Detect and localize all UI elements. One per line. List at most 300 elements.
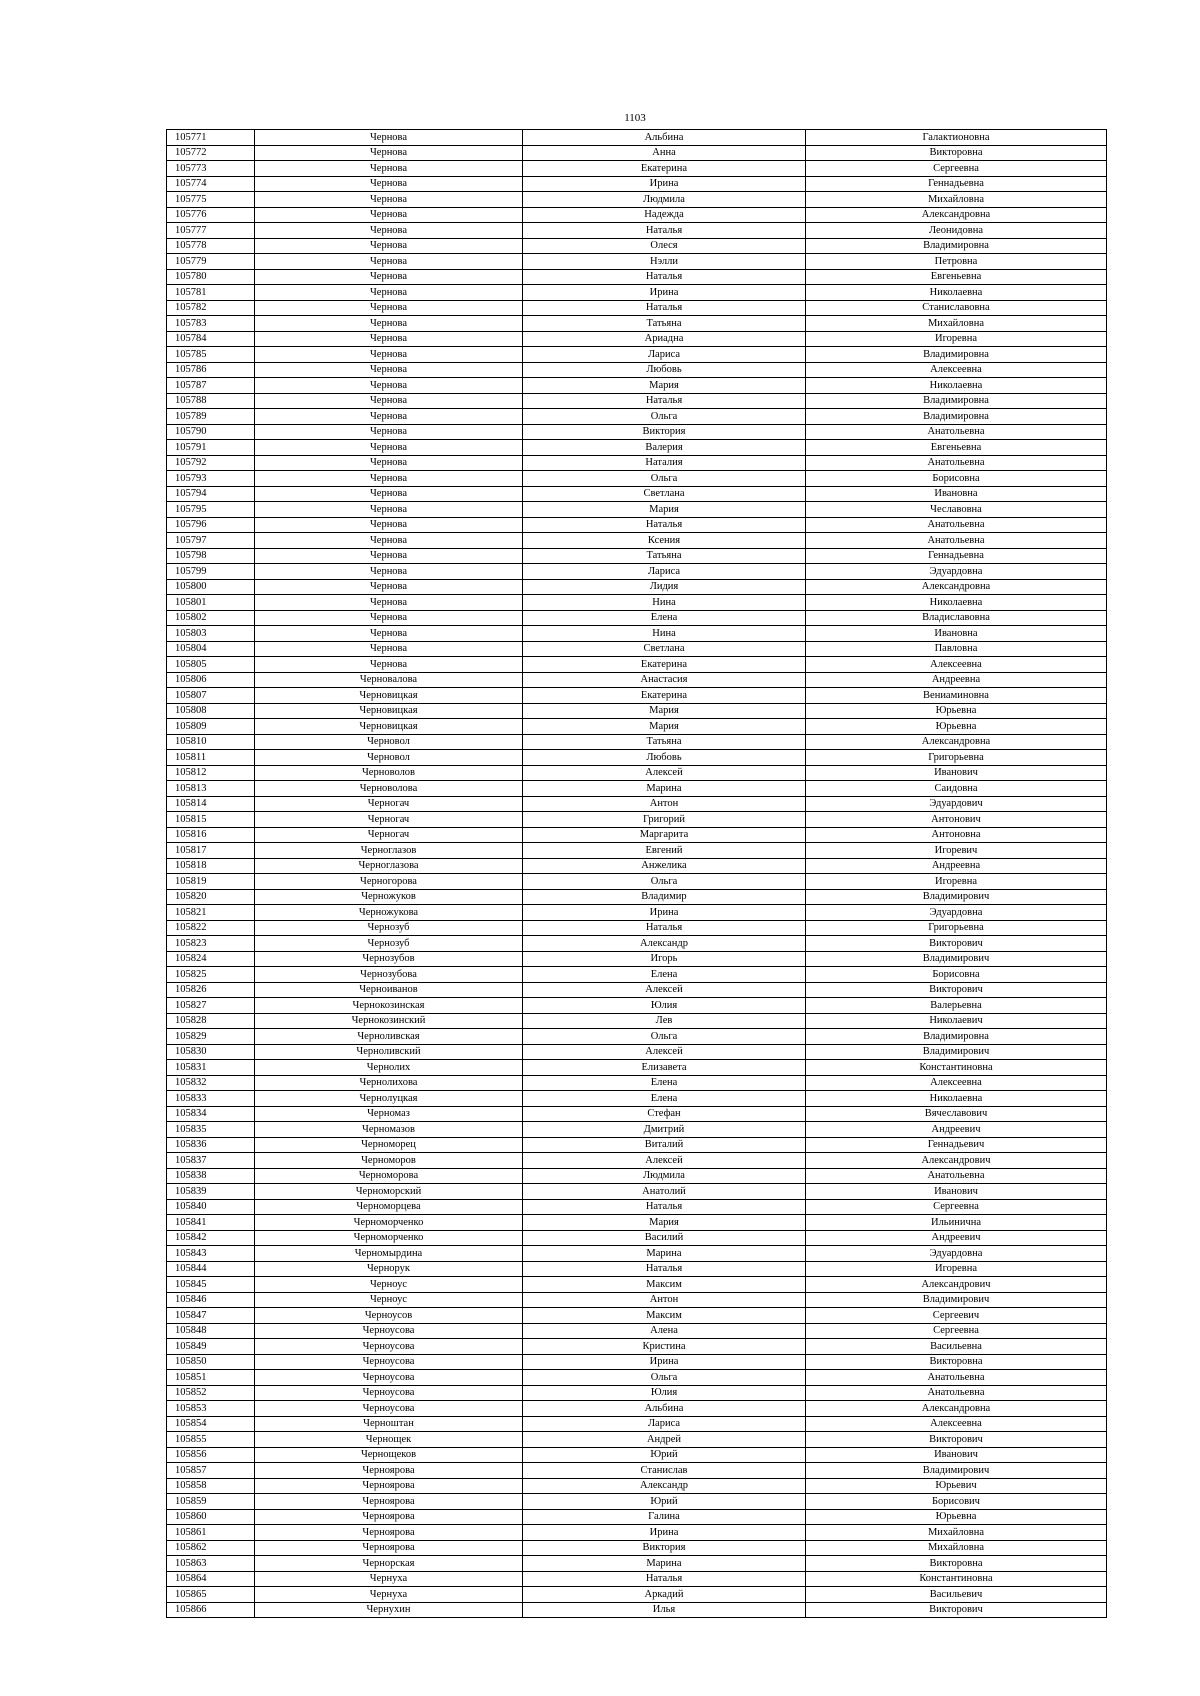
last-name-cell: Черновицкая xyxy=(255,688,523,704)
table-row xyxy=(167,471,1107,487)
table-row xyxy=(167,1323,1107,1339)
last-name-cell: Черноус xyxy=(255,1292,523,1308)
first-name-cell: Мария xyxy=(523,1215,806,1231)
first-name-cell: Мария xyxy=(523,378,806,394)
patronymic-cell: Станиславовна xyxy=(806,300,1107,316)
row-number-cell: 105846 xyxy=(167,1292,255,1308)
table-row xyxy=(167,595,1107,611)
row-number-cell: 105828 xyxy=(167,1013,255,1029)
last-name-cell: Черноусова xyxy=(255,1370,523,1386)
row-number-cell: 105804 xyxy=(167,641,255,657)
row-number-cell: 105854 xyxy=(167,1416,255,1432)
first-name-cell: Алена xyxy=(523,1323,806,1339)
patronymic-cell: Вячеславович xyxy=(806,1106,1107,1122)
row-number-cell: 105782 xyxy=(167,300,255,316)
row-number-cell: 105800 xyxy=(167,579,255,595)
table-row xyxy=(167,1370,1107,1386)
first-name-cell: Игорь xyxy=(523,951,806,967)
table-row xyxy=(167,207,1107,223)
row-number-cell: 105850 xyxy=(167,1354,255,1370)
patronymic-cell: Анатольевна xyxy=(806,1168,1107,1184)
names-table xyxy=(166,129,1107,1618)
table-row xyxy=(167,579,1107,595)
row-number-cell: 105814 xyxy=(167,796,255,812)
first-name-cell: Светлана xyxy=(523,641,806,657)
table-row xyxy=(167,1587,1107,1603)
last-name-cell: Черноморец xyxy=(255,1137,523,1153)
row-number-cell: 105860 xyxy=(167,1509,255,1525)
last-name-cell: Чернова xyxy=(255,424,523,440)
first-name-cell: Мария xyxy=(523,719,806,735)
table-row xyxy=(167,455,1107,471)
row-number-cell: 105803 xyxy=(167,626,255,642)
row-number-cell: 105853 xyxy=(167,1401,255,1417)
row-number-cell: 105856 xyxy=(167,1447,255,1463)
patronymic-cell: Михайловна xyxy=(806,316,1107,332)
patronymic-cell: Александрович xyxy=(806,1153,1107,1169)
table-row xyxy=(167,951,1107,967)
last-name-cell: Черноярова xyxy=(255,1463,523,1479)
patronymic-cell: Сергеевич xyxy=(806,1308,1107,1324)
page-number: 1103 xyxy=(624,112,646,124)
last-name-cell: Чернова xyxy=(255,548,523,564)
table-row xyxy=(167,1432,1107,1448)
row-number-cell: 105865 xyxy=(167,1587,255,1603)
first-name-cell: Владимир xyxy=(523,889,806,905)
patronymic-cell: Геннадьевна xyxy=(806,176,1107,192)
last-name-cell: Чернова xyxy=(255,455,523,471)
last-name-cell: Черновол xyxy=(255,734,523,750)
last-name-cell: Черноярова xyxy=(255,1509,523,1525)
row-number-cell: 105839 xyxy=(167,1184,255,1200)
last-name-cell: Черноливский xyxy=(255,1044,523,1060)
table-row xyxy=(167,254,1107,270)
patronymic-cell: Геннадьевна xyxy=(806,548,1107,564)
table-row xyxy=(167,982,1107,998)
first-name-cell: Наталья xyxy=(523,920,806,936)
row-number-cell: 105813 xyxy=(167,781,255,797)
last-name-cell: Чернуха xyxy=(255,1571,523,1587)
patronymic-cell: Николаевна xyxy=(806,285,1107,301)
first-name-cell: Лариса xyxy=(523,564,806,580)
last-name-cell: Чернова xyxy=(255,347,523,363)
table-row xyxy=(167,533,1107,549)
patronymic-cell: Владимировна xyxy=(806,347,1107,363)
patronymic-cell: Викторович xyxy=(806,1432,1107,1448)
table-row xyxy=(167,1122,1107,1138)
patronymic-cell: Эдуардовна xyxy=(806,905,1107,921)
row-number-cell: 105809 xyxy=(167,719,255,735)
last-name-cell: Черножукова xyxy=(255,905,523,921)
last-name-cell: Черноморский xyxy=(255,1184,523,1200)
row-number-cell: 105787 xyxy=(167,378,255,394)
first-name-cell: Елена xyxy=(523,967,806,983)
first-name-cell: Григорий xyxy=(523,812,806,828)
table-row xyxy=(167,1029,1107,1045)
first-name-cell: Антон xyxy=(523,796,806,812)
table-row xyxy=(167,920,1107,936)
first-name-cell: Ольга xyxy=(523,471,806,487)
table-row xyxy=(167,1556,1107,1572)
row-number-cell: 105777 xyxy=(167,223,255,239)
table-row xyxy=(167,688,1107,704)
first-name-cell: Анастасия xyxy=(523,672,806,688)
last-name-cell: Черноусова xyxy=(255,1354,523,1370)
table-row xyxy=(167,657,1107,673)
patronymic-cell: Владимировна xyxy=(806,238,1107,254)
last-name-cell: Чернова xyxy=(255,579,523,595)
patronymic-cell: Антоновна xyxy=(806,827,1107,843)
table-row xyxy=(167,440,1107,456)
first-name-cell: Станислав xyxy=(523,1463,806,1479)
table-row xyxy=(167,1199,1107,1215)
last-name-cell: Черноярова xyxy=(255,1540,523,1556)
row-number-cell: 105780 xyxy=(167,269,255,285)
row-number-cell: 105775 xyxy=(167,192,255,208)
patronymic-cell: Анатольевна xyxy=(806,1370,1107,1386)
last-name-cell: Черноусова xyxy=(255,1401,523,1417)
row-number-cell: 105818 xyxy=(167,858,255,874)
row-number-cell: 105851 xyxy=(167,1370,255,1386)
first-name-cell: Лидия xyxy=(523,579,806,595)
first-name-cell: Ирина xyxy=(523,1525,806,1541)
table-row xyxy=(167,316,1107,332)
row-number-cell: 105822 xyxy=(167,920,255,936)
row-number-cell: 105798 xyxy=(167,548,255,564)
row-number-cell: 105863 xyxy=(167,1556,255,1572)
row-number-cell: 105820 xyxy=(167,889,255,905)
patronymic-cell: Чеславовна xyxy=(806,502,1107,518)
patronymic-cell: Игоревна xyxy=(806,874,1107,890)
first-name-cell: Людмила xyxy=(523,192,806,208)
first-name-cell: Василий xyxy=(523,1230,806,1246)
last-name-cell: Черноглазов xyxy=(255,843,523,859)
table-row xyxy=(167,1540,1107,1556)
first-name-cell: Анна xyxy=(523,145,806,161)
row-number-cell: 105843 xyxy=(167,1246,255,1262)
patronymic-cell: Андреевна xyxy=(806,672,1107,688)
row-number-cell: 105796 xyxy=(167,517,255,533)
table-row xyxy=(167,1153,1107,1169)
first-name-cell: Ариадна xyxy=(523,331,806,347)
patronymic-cell: Игоревна xyxy=(806,331,1107,347)
last-name-cell: Чернолихова xyxy=(255,1075,523,1091)
row-number-cell: 105801 xyxy=(167,595,255,611)
patronymic-cell: Анатольевна xyxy=(806,1385,1107,1401)
first-name-cell: Галина xyxy=(523,1509,806,1525)
patronymic-cell: Борисовна xyxy=(806,471,1107,487)
row-number-cell: 105832 xyxy=(167,1075,255,1091)
row-number-cell: 105789 xyxy=(167,409,255,425)
last-name-cell: Чернолуцкая xyxy=(255,1091,523,1107)
table-row xyxy=(167,1509,1107,1525)
table-row xyxy=(167,1354,1107,1370)
table-row xyxy=(167,424,1107,440)
patronymic-cell: Григорьевна xyxy=(806,920,1107,936)
patronymic-cell: Александровна xyxy=(806,1401,1107,1417)
patronymic-cell: Владимировна xyxy=(806,393,1107,409)
table-row xyxy=(167,1292,1107,1308)
patronymic-cell: Эдуардовна xyxy=(806,1246,1107,1262)
patronymic-cell: Игоревич xyxy=(806,843,1107,859)
last-name-cell: Чернова xyxy=(255,440,523,456)
first-name-cell: Стефан xyxy=(523,1106,806,1122)
first-name-cell: Валерия xyxy=(523,440,806,456)
first-name-cell: Анатолий xyxy=(523,1184,806,1200)
patronymic-cell: Викторовна xyxy=(806,1556,1107,1572)
last-name-cell: Чернова xyxy=(255,300,523,316)
first-name-cell: Дмитрий xyxy=(523,1122,806,1138)
last-name-cell: Чернова xyxy=(255,517,523,533)
patronymic-cell: Юрьевна xyxy=(806,1509,1107,1525)
row-number-cell: 105771 xyxy=(167,130,255,146)
last-name-cell: Чернова xyxy=(255,362,523,378)
patronymic-cell: Николаевна xyxy=(806,595,1107,611)
table-row xyxy=(167,1184,1107,1200)
table-row xyxy=(167,1525,1107,1541)
patronymic-cell: Владимировна xyxy=(806,1029,1107,1045)
patronymic-cell: Иванович xyxy=(806,1184,1107,1200)
last-name-cell: Черноярова xyxy=(255,1494,523,1510)
table-row xyxy=(167,378,1107,394)
row-number-cell: 105829 xyxy=(167,1029,255,1045)
first-name-cell: Юрий xyxy=(523,1447,806,1463)
patronymic-cell: Юрьевна xyxy=(806,703,1107,719)
table-row xyxy=(167,936,1107,952)
last-name-cell: Чернова xyxy=(255,595,523,611)
last-name-cell: Черноливская xyxy=(255,1029,523,1045)
table-row xyxy=(167,269,1107,285)
last-name-cell: Черноярова xyxy=(255,1478,523,1494)
row-number-cell: 105785 xyxy=(167,347,255,363)
last-name-cell: Черноволов xyxy=(255,765,523,781)
first-name-cell: Ольга xyxy=(523,1370,806,1386)
last-name-cell: Черномаз xyxy=(255,1106,523,1122)
first-name-cell: Нэлли xyxy=(523,254,806,270)
last-name-cell: Чернова xyxy=(255,533,523,549)
patronymic-cell: Павловна xyxy=(806,641,1107,657)
patronymic-cell: Владиславовна xyxy=(806,610,1107,626)
table-row xyxy=(167,1060,1107,1076)
first-name-cell: Наталья xyxy=(523,1571,806,1587)
patronymic-cell: Алексеевна xyxy=(806,362,1107,378)
row-number-cell: 105849 xyxy=(167,1339,255,1355)
table-row xyxy=(167,1246,1107,1262)
row-number-cell: 105783 xyxy=(167,316,255,332)
row-number-cell: 105855 xyxy=(167,1432,255,1448)
last-name-cell: Чернозуб xyxy=(255,936,523,952)
patronymic-cell: Игоревна xyxy=(806,1261,1107,1277)
table-row xyxy=(167,1571,1107,1587)
patronymic-cell: Анатольевна xyxy=(806,455,1107,471)
row-number-cell: 105836 xyxy=(167,1137,255,1153)
patronymic-cell: Ильинична xyxy=(806,1215,1107,1231)
row-number-cell: 105776 xyxy=(167,207,255,223)
table-row xyxy=(167,1261,1107,1277)
patronymic-cell: Вениаминовна xyxy=(806,688,1107,704)
last-name-cell: Черноусова xyxy=(255,1323,523,1339)
last-name-cell: Черноморченко xyxy=(255,1230,523,1246)
row-number-cell: 105834 xyxy=(167,1106,255,1122)
row-number-cell: 105858 xyxy=(167,1478,255,1494)
table-row xyxy=(167,1013,1107,1029)
first-name-cell: Андрей xyxy=(523,1432,806,1448)
last-name-cell: Черногач xyxy=(255,796,523,812)
patronymic-cell: Анатольевна xyxy=(806,517,1107,533)
row-number-cell: 105774 xyxy=(167,176,255,192)
last-name-cell: Чернухин xyxy=(255,1602,523,1618)
first-name-cell: Лариса xyxy=(523,347,806,363)
last-name-cell: Чернощек xyxy=(255,1432,523,1448)
patronymic-cell: Владимирович xyxy=(806,889,1107,905)
last-name-cell: Чернова xyxy=(255,161,523,177)
row-number-cell: 105786 xyxy=(167,362,255,378)
last-name-cell: Чернолих xyxy=(255,1060,523,1076)
first-name-cell: Максим xyxy=(523,1308,806,1324)
table-row xyxy=(167,843,1107,859)
last-name-cell: Чернова xyxy=(255,564,523,580)
last-name-cell: Чернокозинская xyxy=(255,998,523,1014)
patronymic-cell: Юрьевич xyxy=(806,1478,1107,1494)
last-name-cell: Чернова xyxy=(255,378,523,394)
row-number-cell: 105794 xyxy=(167,486,255,502)
last-name-cell: Черновалова xyxy=(255,672,523,688)
table-row xyxy=(167,502,1107,518)
last-name-cell: Чернощеков xyxy=(255,1447,523,1463)
patronymic-cell: Анатольевна xyxy=(806,533,1107,549)
table-row xyxy=(167,1215,1107,1231)
patronymic-cell: Саидовна xyxy=(806,781,1107,797)
row-number-cell: 105859 xyxy=(167,1494,255,1510)
table-row xyxy=(167,641,1107,657)
patronymic-cell: Юрьевна xyxy=(806,719,1107,735)
first-name-cell: Наталья xyxy=(523,269,806,285)
table-row xyxy=(167,781,1107,797)
patronymic-cell: Эдуардовна xyxy=(806,564,1107,580)
table-row xyxy=(167,1416,1107,1432)
table-row xyxy=(167,176,1107,192)
table-row xyxy=(167,967,1107,983)
first-name-cell: Ольга xyxy=(523,874,806,890)
last-name-cell: Чернова xyxy=(255,610,523,626)
patronymic-cell: Петровна xyxy=(806,254,1107,270)
patronymic-cell: Борисовна xyxy=(806,967,1107,983)
patronymic-cell: Евгеньевна xyxy=(806,269,1107,285)
row-number-cell: 105797 xyxy=(167,533,255,549)
last-name-cell: Черногорова xyxy=(255,874,523,890)
table-row xyxy=(167,1075,1107,1091)
patronymic-cell: Геннадьевич xyxy=(806,1137,1107,1153)
patronymic-cell: Викторовна xyxy=(806,1354,1107,1370)
first-name-cell: Наталья xyxy=(523,517,806,533)
first-name-cell: Екатерина xyxy=(523,657,806,673)
first-name-cell: Виктория xyxy=(523,1540,806,1556)
row-number-cell: 105781 xyxy=(167,285,255,301)
last-name-cell: Черномазов xyxy=(255,1122,523,1138)
last-name-cell: Чернова xyxy=(255,486,523,502)
patronymic-cell: Галактионовна xyxy=(806,130,1107,146)
row-number-cell: 105792 xyxy=(167,455,255,471)
first-name-cell: Алексей xyxy=(523,765,806,781)
patronymic-cell: Алексеевна xyxy=(806,1416,1107,1432)
row-number-cell: 105799 xyxy=(167,564,255,580)
first-name-cell: Алексей xyxy=(523,982,806,998)
row-number-cell: 105784 xyxy=(167,331,255,347)
last-name-cell: Чернозубова xyxy=(255,967,523,983)
first-name-cell: Евгений xyxy=(523,843,806,859)
last-name-cell: Чернозуб xyxy=(255,920,523,936)
table-row xyxy=(167,486,1107,502)
last-name-cell: Черногач xyxy=(255,812,523,828)
patronymic-cell: Ивановна xyxy=(806,486,1107,502)
first-name-cell: Виктория xyxy=(523,424,806,440)
row-number-cell: 105848 xyxy=(167,1323,255,1339)
patronymic-cell: Сергеевна xyxy=(806,1323,1107,1339)
row-number-cell: 105835 xyxy=(167,1122,255,1138)
table-row xyxy=(167,130,1107,146)
patronymic-cell: Михайловна xyxy=(806,1540,1107,1556)
table-row xyxy=(167,889,1107,905)
patronymic-cell: Сергеевна xyxy=(806,1199,1107,1215)
row-number-cell: 105862 xyxy=(167,1540,255,1556)
row-number-cell: 105816 xyxy=(167,827,255,843)
first-name-cell: Ксения xyxy=(523,533,806,549)
first-name-cell: Светлана xyxy=(523,486,806,502)
first-name-cell: Алексей xyxy=(523,1153,806,1169)
table-row xyxy=(167,1308,1107,1324)
last-name-cell: Чернуха xyxy=(255,1587,523,1603)
table-row xyxy=(167,827,1107,843)
last-name-cell: Черноусова xyxy=(255,1385,523,1401)
table-row xyxy=(167,1230,1107,1246)
patronymic-cell: Иванович xyxy=(806,765,1107,781)
first-name-cell: Юлия xyxy=(523,1385,806,1401)
patronymic-cell: Евгеньевна xyxy=(806,440,1107,456)
first-name-cell: Юлия xyxy=(523,998,806,1014)
patronymic-cell: Викторович xyxy=(806,936,1107,952)
table-row xyxy=(167,998,1107,1014)
first-name-cell: Наталья xyxy=(523,1199,806,1215)
row-number-cell: 105833 xyxy=(167,1091,255,1107)
last-name-cell: Чернокозинский xyxy=(255,1013,523,1029)
table-row xyxy=(167,905,1107,921)
patronymic-cell: Васильевна xyxy=(806,1339,1107,1355)
row-number-cell: 105845 xyxy=(167,1277,255,1293)
row-number-cell: 105847 xyxy=(167,1308,255,1324)
first-name-cell: Алексей xyxy=(523,1044,806,1060)
patronymic-cell: Владимировна xyxy=(806,409,1107,425)
row-number-cell: 105819 xyxy=(167,874,255,890)
last-name-cell: Черновицкая xyxy=(255,719,523,735)
patronymic-cell: Андреевна xyxy=(806,858,1107,874)
first-name-cell: Мария xyxy=(523,703,806,719)
patronymic-cell: Владимирович xyxy=(806,1044,1107,1060)
row-number-cell: 105857 xyxy=(167,1463,255,1479)
patronymic-cell: Андреевич xyxy=(806,1230,1107,1246)
row-number-cell: 105815 xyxy=(167,812,255,828)
first-name-cell: Екатерина xyxy=(523,688,806,704)
row-number-cell: 105779 xyxy=(167,254,255,270)
table-row xyxy=(167,409,1107,425)
row-number-cell: 105793 xyxy=(167,471,255,487)
row-number-cell: 105852 xyxy=(167,1385,255,1401)
table-row xyxy=(167,1602,1107,1618)
patronymic-cell: Николаевна xyxy=(806,1091,1107,1107)
table-row xyxy=(167,672,1107,688)
table-row xyxy=(167,238,1107,254)
first-name-cell: Елена xyxy=(523,610,806,626)
first-name-cell: Илья xyxy=(523,1602,806,1618)
